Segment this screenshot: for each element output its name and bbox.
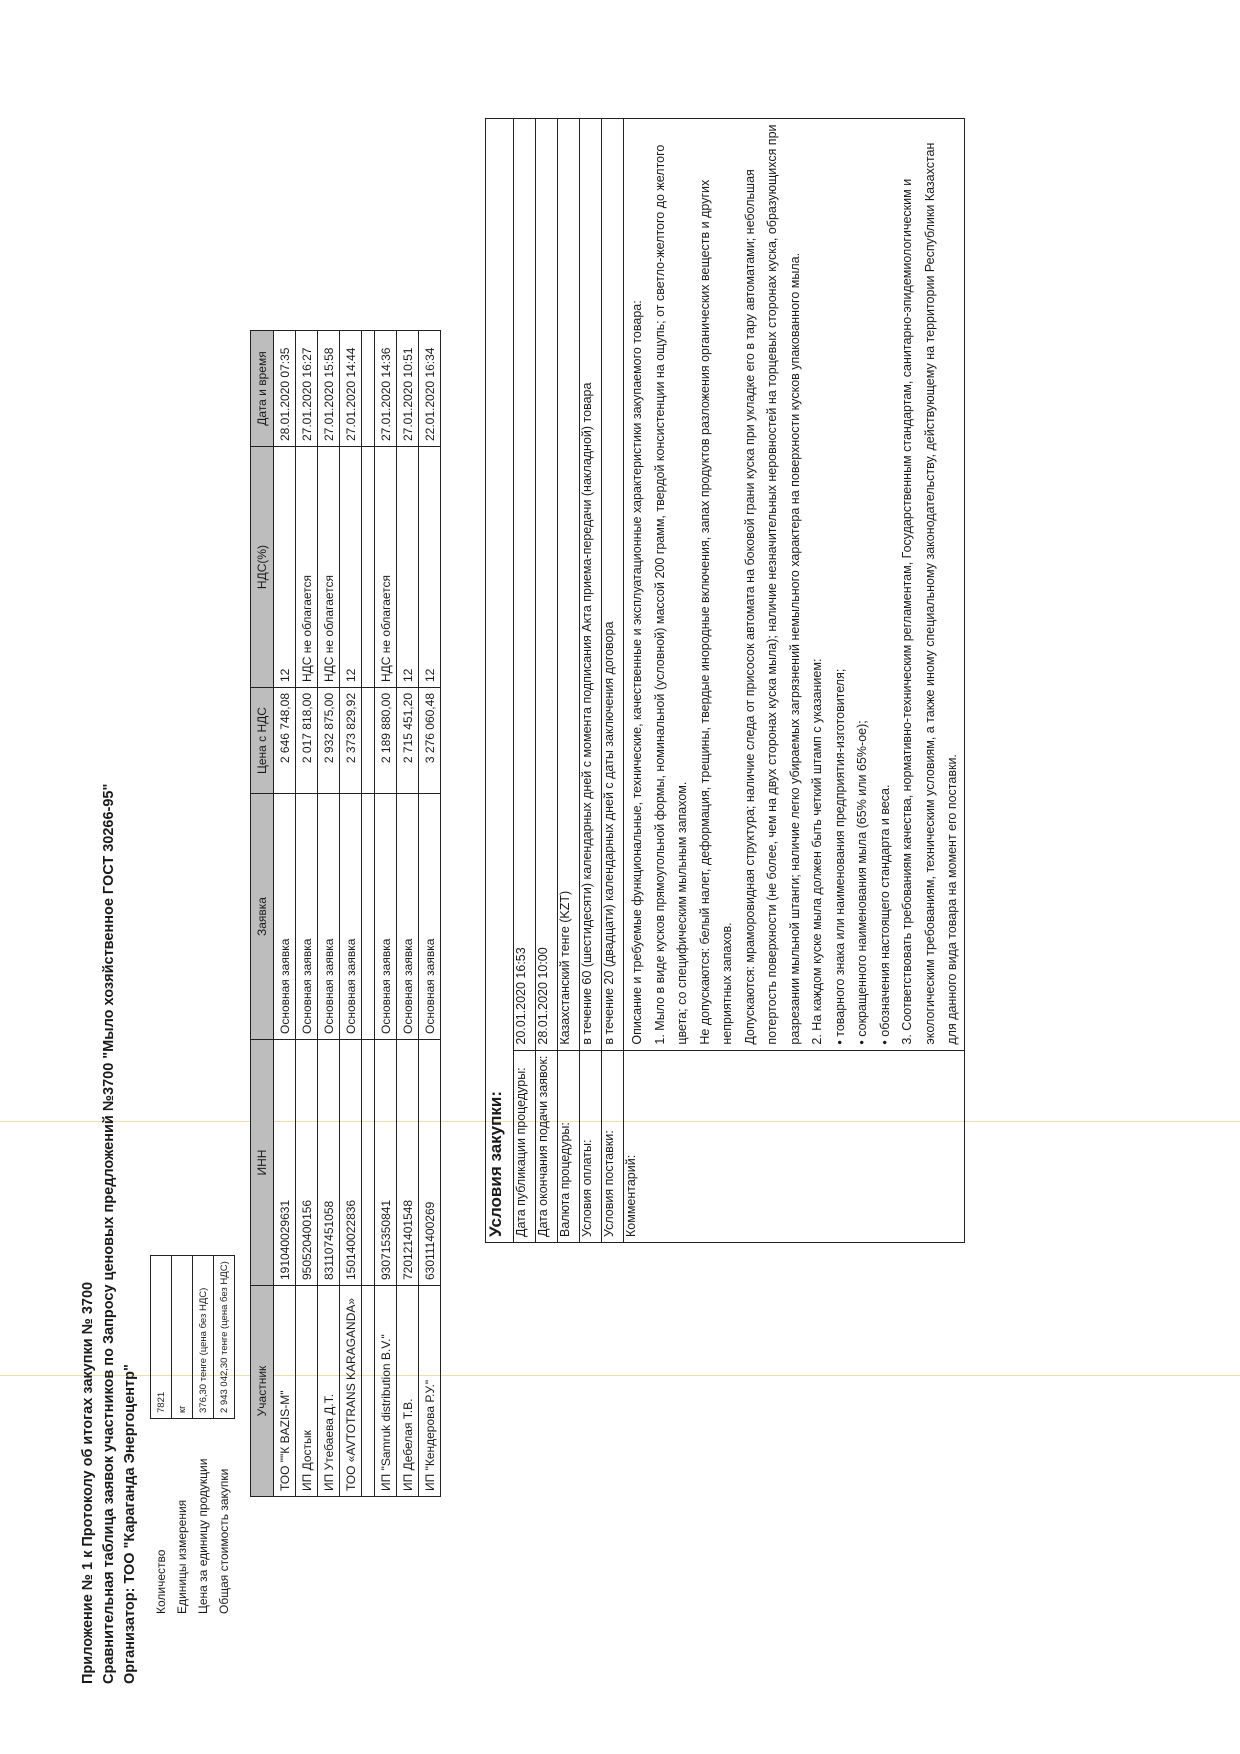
datetime-cell: 28.01.2020 07:35	[274, 331, 296, 447]
price-cell: 2 932 875,00	[318, 688, 340, 794]
condition-label: Условия поставки:	[602, 1050, 624, 1242]
header-line-3: Организатор: ТОО "Караганда Энергоцентр"	[122, 1364, 138, 1684]
inn-cell: 150140022836	[340, 1040, 362, 1286]
price-cell: 2 373 829,92	[340, 688, 362, 794]
comment-line: • обозначения настоящего стандарта и веса.	[877, 784, 892, 1045]
comment-line: экологическим требованиям, техническим условиям, а также иному специальному законодательству, действующему на территории Республики Казахстан	[922, 142, 937, 1045]
bid-cell: Основная заявка	[375, 794, 397, 1040]
table-row	[419, 331, 441, 1497]
participant-cell: ИП Утебаева Д.Т.	[318, 1286, 340, 1497]
comment-line: Допускаются: мраморовидная структура; наличие следа от присосок автомата на боковой грани куска при укладке его в тару автоматами; небольшая	[742, 169, 757, 1045]
comment-line: Описание и требуемые функциональные, технические, качественные и эксплуатационные характеристики закупаемого товара:	[630, 300, 644, 1045]
table-row	[318, 331, 340, 1497]
param-label: Общая стоимость закупки	[217, 1468, 231, 1614]
comment-line: цвета; со специфическим мыльным запахом.	[675, 781, 689, 1045]
table-row	[340, 331, 362, 1497]
condition-value: 20.01.2020 16:53	[514, 119, 536, 1050]
table-row	[397, 331, 419, 1497]
bid-cell: Основная заявка	[274, 794, 296, 1040]
col-inn: ИНН	[251, 1040, 274, 1286]
condition-value: в течение 20 (двадцати) календарных дней с даты заключения договора	[602, 119, 624, 1050]
col-participant: Участник	[251, 1286, 274, 1497]
bid-cell: Основная заявка	[397, 794, 419, 1040]
price-cell: 3 276 060,48	[419, 688, 441, 794]
condition-label: Условия оплаты:	[580, 1050, 602, 1242]
bids-header-row	[251, 331, 274, 1497]
condition-row	[580, 119, 602, 1243]
comment-line: потертость поверхности (не более, чем на двух сторонах куска мыла); наличие незначительных неровностей на торцевых сторонах куска, образующихся при	[765, 124, 779, 1045]
condition-value: Казахстанский тенге (KZT)	[558, 119, 580, 1050]
participant-cell: ТОО «AVTOTRANS KARAGANDA»	[340, 1286, 362, 1497]
comment-line: • сокращенного наименования мыла (65% или 65%-ое);	[855, 720, 869, 1045]
datetime-cell: 22.01.2020 16:34	[419, 331, 441, 447]
inn-cell: 720121401548	[397, 1040, 419, 1286]
vat-cell: НДС не облагается	[318, 447, 340, 688]
bids-table	[250, 330, 441, 1497]
vat-cell: 12	[274, 447, 296, 688]
comment-text	[624, 119, 965, 1050]
price-cell: 2 189 880,00	[375, 688, 397, 794]
vat-cell: 12	[340, 447, 362, 688]
participant-cell: ИП Дебелая Т.В.	[397, 1286, 419, 1497]
col-bid: Заявка	[251, 794, 274, 1040]
conditions-title-row	[486, 119, 514, 1243]
col-price: Цена с НДС	[251, 688, 274, 794]
condition-label: Дата окончания подачи заявок:	[536, 1050, 558, 1242]
bid-cell: Основная заявка	[318, 794, 340, 1040]
param-row	[172, 1256, 193, 1614]
param-label: Единицы измерения	[175, 1499, 189, 1614]
inn-cell: 191040029631	[274, 1040, 296, 1286]
condition-value: 28.01.2020 10:00	[536, 119, 558, 1050]
comment-line: для данного вида товара на момент его поставки.	[945, 754, 959, 1045]
table-row	[375, 331, 397, 1497]
document-header	[78, 784, 141, 1684]
table-row	[296, 331, 318, 1497]
rotated-document	[70, 64, 1210, 1684]
condition-value: в течение 60 (шестидесяти) календарных дней с момента подписания Акта приема-передачи (накладной) товара	[580, 119, 602, 1050]
param-label: Количество	[154, 1549, 168, 1614]
datetime-cell: 27.01.2020 10:51	[397, 331, 419, 447]
param-row	[151, 1256, 172, 1614]
bid-cell: Основная заявка	[419, 794, 441, 1040]
price-cell: 2 715 451,20	[397, 688, 419, 794]
comment-line: 1. Мыло в виде кусков прямоугольной формы, номинальной (условной) массой 200 грамм, твердой консистенции на ощупь; от светло-желтого до желтого	[652, 144, 667, 1045]
purchase-params-table	[150, 1255, 235, 1614]
param-row	[214, 1256, 235, 1614]
param-row	[193, 1256, 214, 1614]
col-datetime: Дата и время	[251, 331, 274, 447]
vat-cell: НДС не облагается	[296, 447, 318, 688]
vat-cell: НДС не облагается	[375, 447, 397, 688]
participant-cell: ИП Достык	[296, 1286, 318, 1497]
comment-label: Комментарий:	[624, 1050, 965, 1242]
vat-cell: 12	[397, 447, 419, 688]
condition-row	[514, 119, 536, 1243]
inn-cell: 831107451058	[318, 1040, 340, 1286]
inn-cell: 930715350841	[375, 1040, 397, 1286]
comment-line: 3. Соответствовать требованиям качества, нормативно-техническим регламентам, Государственным стандартам, санитарно-эпидемиологическим и	[900, 178, 914, 1045]
param-value: 376,30 тенге (цена без НДС)	[193, 1256, 214, 1419]
param-value: кг	[172, 1256, 193, 1419]
inn-cell: 950520400156	[296, 1040, 318, 1286]
comment-line: неприятных запахов.	[720, 922, 734, 1045]
condition-label: Дата публикации процедуры:	[514, 1050, 536, 1242]
datetime-cell: 27.01.2020 15:58	[318, 331, 340, 447]
vat-cell: 12	[419, 447, 441, 688]
header-line-1: Приложение № 1 к Протоколу об итогах закупки № 3700	[80, 1281, 96, 1684]
datetime-cell: 27.01.2020 14:44	[340, 331, 362, 447]
comment-line: Не допускаются: белый налет, деформация, трещины, твердые инородные включения, запах продуктов разложения органических веществ и других	[697, 179, 712, 1045]
participant-cell: ТОО ""К BAZIS-M"	[274, 1286, 296, 1497]
participant-cell: ИП "Samruk distribution B.V."	[375, 1286, 397, 1497]
table-row	[274, 331, 296, 1497]
datetime-cell: 27.01.2020 16:27	[296, 331, 318, 447]
param-value: 7821	[151, 1256, 172, 1419]
condition-row	[602, 119, 624, 1243]
price-cell: 2 646 748,08	[274, 688, 296, 794]
header-line-2: Сравнительная таблица заявок участников по Запросу ценовых предложений №3700 "Мыло хозяйственное ГОСТ 30266-95"	[101, 783, 117, 1684]
condition-row	[536, 119, 558, 1243]
comment-line: 2. На каждом куске мыла должен быть четкий штамп с указанием:	[810, 658, 824, 1045]
table-gap-row	[362, 331, 375, 1497]
param-value: 2 943 042,30 тенге (цена без НДС)	[214, 1256, 235, 1419]
col-vat: НДС(%)	[251, 447, 274, 688]
comment-line: • товарного знака или наименования предприятия-изготовителя;	[832, 668, 847, 1045]
bid-cell: Основная заявка	[296, 794, 318, 1040]
comment-line: разрезании мыльной штанги; наличие легко убираемых загрязнений немыльного характера на поверхности кусков упакованного мыла.	[787, 252, 802, 1045]
condition-row	[558, 119, 580, 1243]
conditions-title: Условия закупки:	[486, 119, 514, 1243]
condition-label: Валюта процедуры:	[558, 1050, 580, 1242]
bid-cell: Основная заявка	[340, 794, 362, 1040]
comment-row	[624, 119, 965, 1243]
participant-cell: ИП "Кендерова Р.У."	[419, 1286, 441, 1497]
datetime-cell: 27.01.2020 14:36	[375, 331, 397, 447]
conditions-table	[485, 118, 965, 1243]
inn-cell: 630111400269	[419, 1040, 441, 1286]
price-cell: 2 017 818,00	[296, 688, 318, 794]
param-label: Цена за единицу продукции	[196, 1458, 210, 1614]
